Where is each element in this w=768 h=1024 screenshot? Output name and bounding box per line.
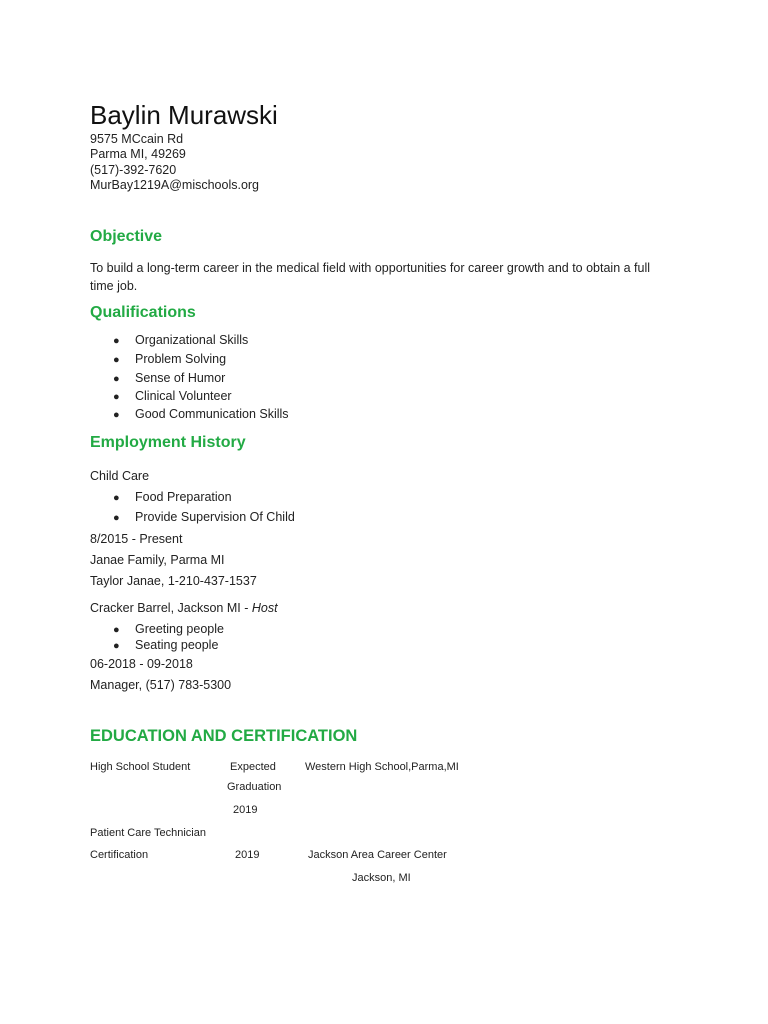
job-employer-line	[90, 601, 278, 615]
hs-year: 2019	[233, 804, 258, 816]
bullet-icon: ●	[113, 624, 120, 636]
job-role: Host	[251, 601, 278, 615]
cert-school: Jackson Area Career Center	[308, 849, 447, 861]
job-dates: 8/2015 - Present	[90, 532, 183, 546]
pct-label: Patient Care Technician	[90, 827, 206, 839]
bullet-icon: ●	[113, 373, 120, 385]
qualification-label: Organizational Skills	[135, 333, 249, 347]
cert-label: Certification	[90, 849, 149, 861]
bullet-icon: ●	[113, 391, 120, 403]
bullet-icon: ●	[113, 354, 120, 366]
list-item	[113, 490, 232, 504]
duty-label: Provide Supervision Of Child	[135, 510, 295, 524]
list-item	[113, 407, 289, 421]
objective-text: To build a long-term career in the medical field with opportunities for career growth and to obtain a full time job.	[90, 261, 651, 293]
job-role: Child Care	[90, 469, 150, 483]
address-line-1: 9575 MCcain Rd	[90, 132, 184, 146]
job-reference: Taylor Janae, 1-210-437-1537	[90, 574, 257, 588]
qualification-label: Problem Solving	[135, 352, 227, 366]
employment-heading: Employment History	[90, 434, 246, 451]
bullet-icon: ●	[113, 512, 120, 524]
resume-name: Baylin Murawski	[90, 100, 278, 130]
bullet-icon: ●	[113, 409, 120, 421]
hs-label: High School Student	[90, 761, 191, 773]
job-employer: Cracker Barrel, Jackson MI -	[90, 601, 252, 615]
list-item	[113, 371, 225, 385]
qualification-label: Clinical Volunteer	[135, 389, 232, 403]
list-item	[113, 389, 232, 403]
email-address: MurBay1219A@mischools.org	[90, 178, 260, 192]
bullet-icon: ●	[113, 492, 120, 504]
education-heading: EDUCATION AND CERTIFICATION	[90, 727, 358, 745]
objective-heading: Objective	[90, 228, 163, 245]
cert-year: 2019	[235, 849, 260, 861]
duty-label: Greeting people	[135, 622, 224, 636]
job-reference: Manager, (517) 783-5300	[90, 678, 232, 692]
list-item	[113, 352, 226, 366]
address-line-2: Parma MI, 49269	[90, 147, 186, 161]
list-item	[113, 622, 224, 636]
phone-number: (517)-392-7620	[90, 163, 177, 177]
cert-city: Jackson, MI	[352, 872, 411, 884]
list-item	[113, 510, 295, 524]
hs-expected: Expected	[230, 761, 276, 773]
hs-school: Western High School,Parma,MI	[305, 761, 459, 773]
list-item	[113, 638, 218, 652]
list-item	[113, 333, 248, 347]
duty-label: Food Preparation	[135, 490, 232, 504]
bullet-icon: ●	[113, 640, 120, 652]
duty-label: Seating people	[135, 638, 219, 652]
qualifications-heading: Qualifications	[90, 304, 196, 321]
job-dates: 06-2018 - 09-2018	[90, 657, 193, 671]
job-employer: Janae Family, Parma MI	[90, 553, 225, 567]
bullet-icon: ●	[113, 335, 120, 347]
hs-graduation: Graduation	[227, 781, 282, 793]
qualification-label: Sense of Humor	[135, 371, 226, 385]
qualification-label: Good Communication Skills	[135, 407, 289, 421]
